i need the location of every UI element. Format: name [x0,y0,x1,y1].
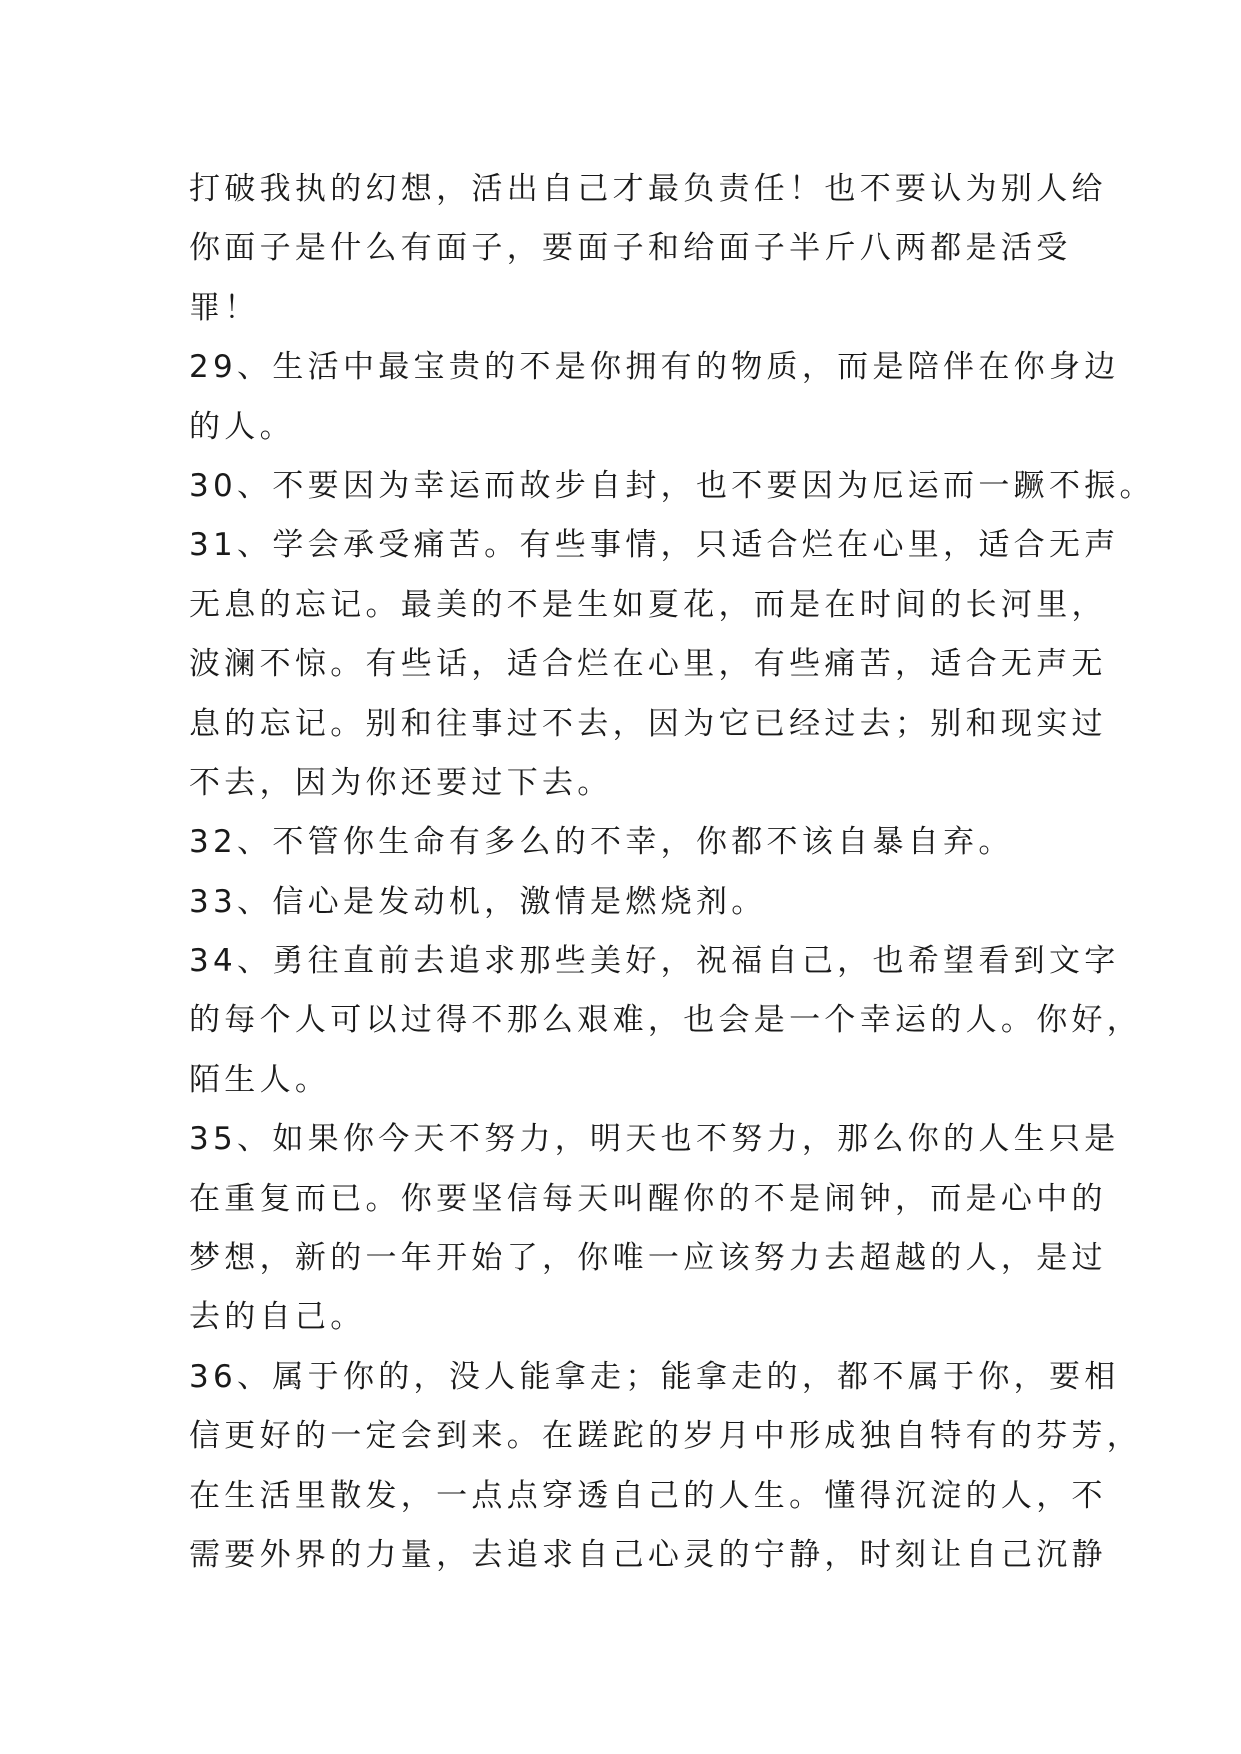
text-line: 34、勇往直前去追求那些美好，祝福自己，也希望看到文字 [189,943,1120,980]
text-line: 在生活里散发，一点点穿透自己的人生。懂得沉淀的人，不 [189,1477,1107,1514]
text-line: 32、不管你生命有多么的不幸，你都不该自暴自弃。 [189,824,1014,861]
text-line: 的人。 [189,408,295,445]
text-line: 33、信心是发动机，激情是燃烧剂。 [189,883,767,920]
text-line: 31、学会承受痛苦。有些事情，只适合烂在心里，适合无声 [189,527,1120,564]
text-line: 在重复而已。你要坚信每天叫醒你的不是闹钟，而是心中的 [189,1180,1107,1217]
text-line: 29、生活中最宝贵的不是你拥有的物质，而是陪伴在你身边 [189,349,1120,386]
text-line: 打破我执的幻想，活出自己才最负责任！也不要认为别人给 [189,171,1107,207]
text-line: 30、不要因为幸运而故步自封，也不要因为厄运而一蹶不振。 [189,467,1155,504]
text-line: 的每个人可以过得不那么艰难，也会是一个幸运的人。你好， [189,1002,1143,1039]
body-text [189,160,1155,1585]
text-line: 35、如果你今天不努力，明天也不努力，那么你的人生只是 [189,1121,1120,1158]
text-line: 梦想，新的一年开始了，你唯一应该努力去超越的人，是过 [189,1240,1107,1277]
text-line: 信更好的一定会到来。在蹉跎的岁月中形成独自特有的芬芳， [189,1418,1143,1455]
text-line: 波澜不惊。有些话，适合烂在心里，有些痛苦，适合无声无 [189,646,1107,683]
text-line: 需要外界的力量，去追求自己心灵的宁静，时刻让自己沉静 [189,1536,1107,1573]
text-line: 息的忘记。别和往事过不去，因为它已经过去；别和现实过 [189,705,1107,742]
text-line: 36、属于你的，没人能拿走；能拿走的，都不属于你，要相 [189,1358,1120,1395]
text-line: 你面子是什么有面子，要面子和给面子半斤八两都是活受 [189,230,1072,267]
text-line: 去的自己。 [189,1299,366,1336]
text-line: 不去，因为你还要过下去。 [189,764,613,801]
text-line: 无息的忘记。最美的不是生如夏花，而是在时间的长河里， [189,586,1107,623]
text-line: 陌生人。 [189,1061,331,1098]
text-line: 罪！ [189,289,260,326]
